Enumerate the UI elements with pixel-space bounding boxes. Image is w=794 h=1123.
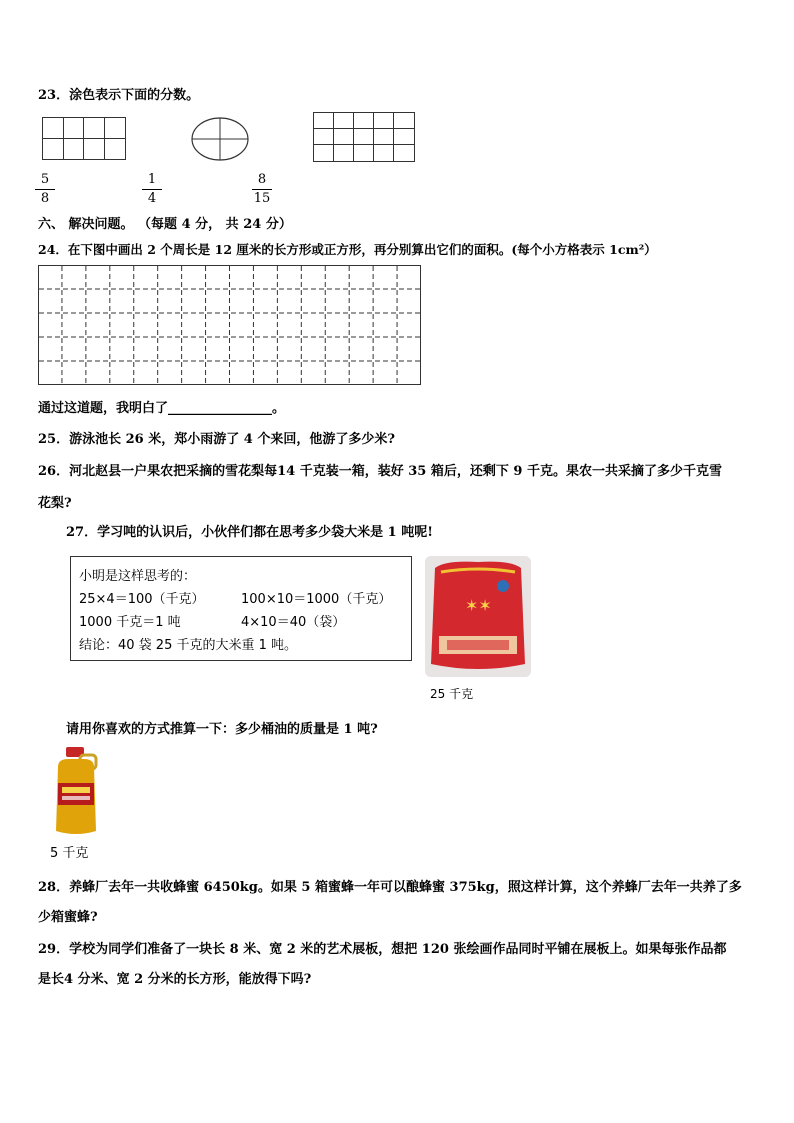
grid-4x2: [42, 117, 126, 160]
question-28-line2: 少箱蜜蜂?: [38, 910, 98, 925]
calc-1: 25×4＝100（千克）: [79, 592, 205, 607]
question-27: 27．学习吨的认识后，小伙伴们都在思考多少袋大米是 1 吨呢!: [66, 525, 433, 540]
question-28-line1: 28．养蜂厂去年一共收蜂蜜 6450kg。如果 5 箱蜜蜂一年可以酿蜂蜜 375kg，照这样计算，这个养蜂厂去年一共养了多: [38, 880, 742, 895]
question-26-line2: 花梨?: [38, 496, 72, 511]
rice-caption: 25 千克: [430, 687, 474, 701]
question-27-ask: 请用你喜欢的方式推算一下：多少桶油的质量是 1 吨?: [66, 722, 378, 737]
question-26-line1: 26．河北赵县一户果农把采摘的雪花梨每14 千克装一箱，装好 35 箱后，还剩下 9 千克。果农一共采摘了多少千克雪: [38, 464, 722, 479]
oil-caption: 5 千克: [50, 846, 89, 861]
calc-4: 4×10＝40（袋）: [241, 615, 346, 630]
fraction-8-15: 8 15: [253, 172, 271, 206]
question-24: 24．在下图中画出 2 个周长是 12 厘米的长方形或正方形，再分别算出它们的面积。(每个小方格表示 1cm²）: [38, 242, 657, 257]
conclusion: 结论：40 袋 25 千克的大米重 1 吨。: [79, 638, 298, 653]
thinking-box: [70, 556, 412, 661]
section-heading: 六、 解决问题。 （每题 4 分， 共 24 分）: [38, 217, 292, 232]
rice-bag-image: [425, 556, 531, 677]
thinking-intro: 小明是这样思考的：: [79, 569, 197, 584]
question-23: 23．涂色表示下面的分数。: [38, 88, 200, 103]
grid-5x3: [313, 112, 415, 162]
question-29-line1: 29．学校为同学们准备了一块长 8 米、宽 2 米的艺术展板，想把 120 张绘画作品同时平铺在展板上。如果每张作品都: [38, 942, 727, 957]
fraction-1-4: 1 4: [142, 172, 162, 207]
question-24-reflection: 通过这道题，我明白了________________。: [38, 401, 286, 416]
question-29-line2: 是长4 分米、宽 2 分米的长方形，能放得下吗?: [38, 972, 312, 987]
calc-3: 1000 千克＝1 吨: [79, 615, 181, 630]
calc-2: 100×10＝1000（千克）: [241, 592, 392, 607]
divided-circle: [190, 116, 250, 162]
dashed-grid: [38, 265, 422, 386]
question-25: 25．游泳池长 26 米，郑小雨游了 4 个来回，他游了多少米?: [38, 432, 395, 447]
fraction-5-8: 5 8: [35, 172, 55, 207]
oil-bottle-image: [50, 745, 102, 837]
svg-text:✶✶: ✶✶: [465, 596, 492, 615]
